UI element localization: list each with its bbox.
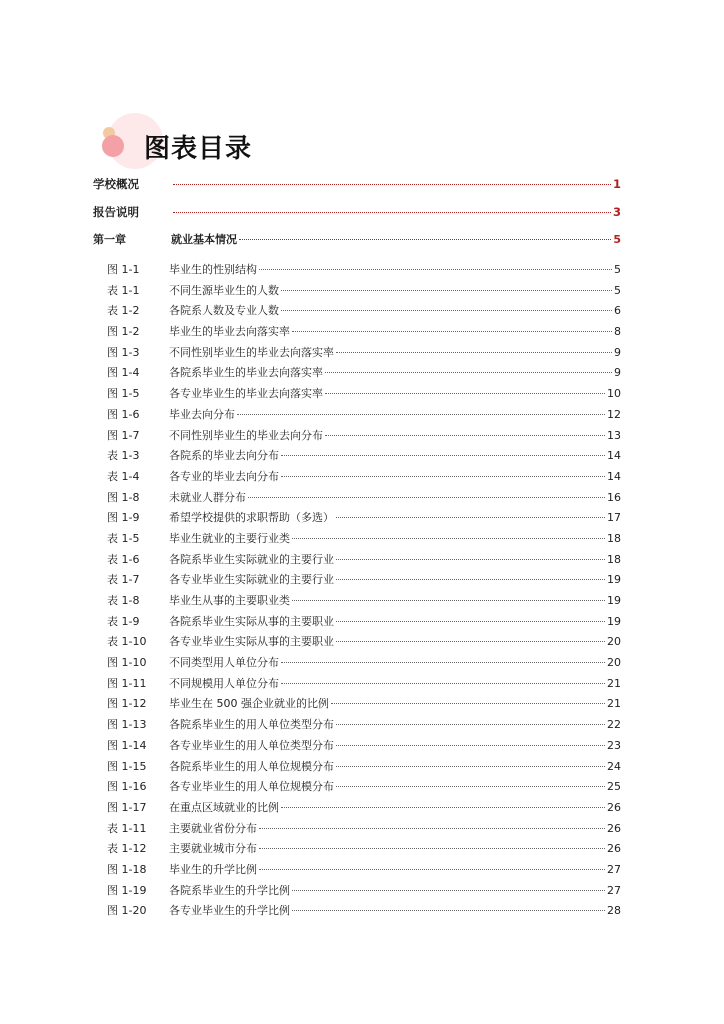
toc-entry-label: 图 1-15 bbox=[107, 759, 147, 773]
toc-entry[interactable] bbox=[93, 427, 621, 448]
toc-entry[interactable] bbox=[93, 613, 621, 634]
page-title: 图表目录 bbox=[144, 134, 253, 164]
toc-entry[interactable] bbox=[93, 323, 621, 344]
toc-entry-page: 23 bbox=[607, 738, 621, 752]
toc-entry-text: 各院系毕业生实际就业的主要行业 bbox=[169, 552, 334, 566]
toc-entry-text: 在重点区域就业的比例 bbox=[169, 800, 279, 814]
toc-entry[interactable] bbox=[93, 654, 621, 675]
toc-entry[interactable] bbox=[93, 758, 621, 779]
toc-entry-text: 各专业毕业生实际从事的主要职业 bbox=[169, 635, 334, 649]
decor-circle-pink bbox=[102, 135, 124, 157]
toc-entry-label: 报告说明 bbox=[93, 204, 139, 219]
toc-entry-page: 1 bbox=[612, 177, 621, 191]
dot-leader bbox=[237, 414, 605, 415]
toc-entry-text: 各院系人数及专业人数 bbox=[169, 304, 279, 318]
toc-entry-page: 10 bbox=[607, 387, 621, 401]
dot-leader bbox=[336, 517, 605, 518]
toc-main-entry[interactable] bbox=[93, 204, 621, 232]
toc-entry-page: 6 bbox=[614, 304, 621, 318]
toc-entry-label: 图 1-18 bbox=[107, 862, 147, 876]
toc-entry[interactable] bbox=[93, 509, 621, 530]
toc-entry-page: 5 bbox=[613, 233, 621, 246]
toc-entry[interactable] bbox=[93, 571, 621, 592]
toc-entry-text: 各院系毕业生的用人单位规模分布 bbox=[169, 759, 334, 773]
toc-entry-text: 主要就业省份分布 bbox=[169, 821, 257, 835]
dot-leader bbox=[259, 869, 605, 870]
toc-entry-text: 毕业生从事的主要职业类 bbox=[169, 594, 290, 607]
toc-entry-page: 21 bbox=[607, 697, 621, 711]
dot-leader bbox=[336, 559, 605, 560]
dot-leader bbox=[292, 538, 605, 539]
dot-leader bbox=[248, 497, 605, 498]
toc-entry-page: 20 bbox=[607, 656, 621, 670]
toc-entry-label: 图 1-14 bbox=[107, 738, 147, 752]
toc-entry-text: 各院系的毕业去向分布 bbox=[169, 449, 279, 463]
toc-entry-text: 希望学校提供的求职帮助（多选） bbox=[169, 511, 334, 525]
toc-entry-label: 图 1-4 bbox=[107, 366, 140, 380]
toc-entry-text: 各专业毕业生的升学比例 bbox=[169, 904, 290, 918]
toc-entry-label: 图 1-5 bbox=[107, 387, 140, 401]
toc-entry-page: 19 bbox=[607, 594, 621, 607]
toc-entry-page: 17 bbox=[607, 511, 621, 525]
toc-entry-label: 表 1-1 bbox=[107, 283, 140, 297]
toc-entry-label: 表 1-9 bbox=[107, 614, 140, 628]
toc-entry-label: 图 1-1 bbox=[107, 263, 140, 276]
toc-entry-page: 9 bbox=[614, 366, 621, 380]
toc-entry-page: 26 bbox=[607, 842, 621, 856]
toc-entry-page: 12 bbox=[607, 407, 621, 421]
toc-entry-text: 毕业生在 500 强企业就业的比例 bbox=[169, 697, 329, 711]
toc-entry-label: 图 1-13 bbox=[107, 718, 147, 732]
toc-entry-text: 各院系毕业生的毕业去向落实率 bbox=[169, 366, 323, 380]
toc-entry-label: 表 1-8 bbox=[107, 594, 140, 607]
toc-sub-entries bbox=[93, 261, 621, 923]
dot-leader bbox=[173, 184, 611, 185]
toc-entry-label: 表 1-11 bbox=[107, 821, 147, 835]
toc-entry[interactable] bbox=[93, 799, 621, 820]
toc-entry[interactable] bbox=[93, 261, 621, 282]
toc-entry-label: 表 1-12 bbox=[107, 842, 147, 856]
toc-entry[interactable] bbox=[93, 861, 621, 882]
toc-entry-page: 18 bbox=[607, 552, 621, 566]
toc-entry-page: 27 bbox=[607, 883, 621, 897]
toc-entry-text: 各院系毕业生的用人单位类型分布 bbox=[169, 718, 334, 732]
toc-entry-page: 21 bbox=[607, 676, 621, 690]
toc-entry-page: 3 bbox=[612, 204, 621, 219]
dot-leader bbox=[336, 641, 605, 642]
toc-entry-label: 图 1-12 bbox=[107, 697, 147, 711]
toc-entry[interactable] bbox=[93, 468, 621, 489]
dot-leader bbox=[331, 703, 605, 704]
toc-entry-page: 16 bbox=[607, 490, 621, 504]
toc-entry[interactable] bbox=[93, 902, 621, 923]
toc-entry-page: 25 bbox=[607, 780, 621, 794]
toc-entry-label: 表 1-2 bbox=[107, 304, 140, 318]
toc-entry-page: 24 bbox=[607, 759, 621, 773]
dot-leader bbox=[281, 476, 605, 477]
toc-chapter-entry[interactable] bbox=[93, 231, 621, 261]
toc-entry-label: 表 1-3 bbox=[107, 449, 140, 463]
toc-entry[interactable] bbox=[93, 489, 621, 510]
dot-leader bbox=[281, 807, 605, 808]
toc-entry-page: 18 bbox=[607, 531, 621, 545]
toc-entry[interactable] bbox=[93, 302, 621, 323]
toc-entry-text: 毕业生的毕业去向落实率 bbox=[169, 325, 290, 339]
toc-entry-text: 毕业去向分布 bbox=[169, 407, 235, 421]
toc-entry[interactable] bbox=[93, 778, 621, 799]
toc-entry-text: 各院系毕业生实际从事的主要职业 bbox=[169, 614, 334, 628]
toc-entry-text: 各专业毕业生的用人单位类型分布 bbox=[169, 738, 334, 752]
toc-entry-label: 图 1-2 bbox=[107, 325, 140, 339]
dot-leader bbox=[336, 786, 605, 787]
toc-entry-label: 表 1-7 bbox=[107, 573, 140, 587]
toc-entry-page: 26 bbox=[607, 800, 621, 814]
toc-entry-label: 图 1-19 bbox=[107, 883, 147, 897]
toc-entry[interactable] bbox=[93, 282, 621, 303]
toc-entry[interactable] bbox=[93, 385, 621, 406]
toc-entry[interactable] bbox=[93, 675, 621, 696]
toc-entry-page: 14 bbox=[607, 449, 621, 463]
toc-entry-page: 13 bbox=[607, 428, 621, 442]
toc-entry-page: 19 bbox=[607, 614, 621, 628]
toc-entry-label: 学校概况 bbox=[93, 177, 139, 191]
toc-entry[interactable] bbox=[93, 716, 621, 737]
dot-leader bbox=[281, 310, 612, 311]
toc-entry-page: 22 bbox=[607, 718, 621, 732]
dot-leader bbox=[259, 848, 605, 849]
dot-leader bbox=[336, 724, 605, 725]
toc-entry[interactable] bbox=[93, 344, 621, 365]
toc-entry-text: 各专业毕业生实际就业的主要行业 bbox=[169, 573, 334, 587]
toc-entry[interactable] bbox=[93, 364, 621, 385]
dot-leader bbox=[259, 828, 605, 829]
dot-leader bbox=[281, 662, 605, 663]
toc-entry-label: 图 1-8 bbox=[107, 490, 140, 504]
dot-leader bbox=[336, 621, 605, 622]
toc-entry[interactable] bbox=[93, 530, 621, 551]
toc-entry[interactable] bbox=[93, 840, 621, 861]
toc-entry-text: 各专业毕业生的毕业去向落实率 bbox=[169, 387, 323, 401]
toc-entry[interactable] bbox=[93, 633, 621, 654]
toc-entry-text: 毕业生就业的主要行业类 bbox=[169, 531, 290, 545]
dot-leader bbox=[336, 352, 612, 353]
toc-entry[interactable] bbox=[93, 820, 621, 841]
toc-entry-page: 26 bbox=[607, 821, 621, 835]
toc-entry-page: 19 bbox=[607, 573, 621, 587]
toc-entry-label: 图 1-17 bbox=[107, 800, 147, 814]
toc-main-entry[interactable] bbox=[93, 176, 621, 204]
toc-entry-page: 14 bbox=[607, 469, 621, 483]
dot-leader bbox=[336, 766, 605, 767]
toc-entry-label: 第一章 bbox=[93, 233, 126, 246]
dot-leader bbox=[281, 683, 605, 684]
toc-entry-text: 毕业生的性别结构 bbox=[169, 263, 257, 276]
toc-entry-label: 图 1-6 bbox=[107, 407, 140, 421]
toc-entry-text: 毕业生的升学比例 bbox=[169, 862, 257, 876]
dot-leader bbox=[259, 269, 612, 270]
dot-leader bbox=[239, 239, 611, 240]
toc-entry-page: 5 bbox=[614, 263, 621, 276]
toc-entry[interactable] bbox=[93, 737, 621, 758]
toc-entry-text: 各院系毕业生的升学比例 bbox=[169, 883, 290, 897]
toc-entry-label: 图 1-9 bbox=[107, 511, 140, 525]
dot-leader bbox=[336, 579, 605, 580]
toc-entry[interactable] bbox=[93, 695, 621, 716]
toc-entry[interactable] bbox=[93, 551, 621, 572]
dot-leader bbox=[281, 455, 605, 456]
dot-leader bbox=[292, 910, 605, 911]
toc-entry-page: 9 bbox=[614, 345, 621, 359]
toc-entry-label: 图 1-16 bbox=[107, 780, 147, 794]
toc-entry[interactable] bbox=[93, 592, 621, 613]
toc-entry-label: 图 1-3 bbox=[107, 345, 140, 359]
toc-entry-label: 图 1-10 bbox=[107, 656, 147, 670]
toc-entry-text: 各专业的毕业去向分布 bbox=[169, 469, 279, 483]
dot-leader bbox=[173, 212, 611, 213]
toc-entry-page: 5 bbox=[614, 283, 621, 297]
toc-entry-page: 28 bbox=[607, 904, 621, 918]
toc-entry-text: 主要就业城市分布 bbox=[169, 842, 257, 856]
toc-entry-label: 表 1-6 bbox=[107, 552, 140, 566]
dot-leader bbox=[292, 890, 605, 891]
toc-entry-text: 不同生源毕业生的人数 bbox=[169, 283, 279, 297]
toc-entry-text: 不同类型用人单位分布 bbox=[169, 656, 279, 670]
dot-leader bbox=[281, 290, 612, 291]
toc-entry-label: 表 1-10 bbox=[107, 635, 147, 649]
toc-entry-text: 不同性别毕业生的毕业去向分布 bbox=[169, 428, 323, 442]
dot-leader bbox=[292, 600, 605, 601]
toc-entry-text: 未就业人群分布 bbox=[169, 490, 246, 504]
toc-entry-label: 表 1-4 bbox=[107, 469, 140, 483]
toc-entry[interactable] bbox=[93, 447, 621, 468]
dot-leader bbox=[336, 745, 605, 746]
toc-entry[interactable] bbox=[93, 406, 621, 427]
dot-leader bbox=[325, 393, 605, 394]
dot-leader bbox=[292, 331, 612, 332]
toc-entry-label: 图 1-20 bbox=[107, 904, 147, 918]
toc-entry-text: 就业基本情况 bbox=[171, 233, 237, 246]
toc-entry-text: 不同性别毕业生的毕业去向落实率 bbox=[169, 345, 334, 359]
toc-entry-page: 27 bbox=[607, 862, 621, 876]
toc-entry-text: 各专业毕业生的用人单位规模分布 bbox=[169, 780, 334, 794]
toc-entry[interactable] bbox=[93, 882, 621, 903]
toc-list bbox=[93, 176, 621, 923]
toc-entry-label: 表 1-5 bbox=[107, 531, 140, 545]
dot-leader bbox=[325, 435, 605, 436]
toc-entry-page: 8 bbox=[614, 325, 621, 339]
toc-entry-page: 20 bbox=[607, 635, 621, 649]
toc-entry-label: 图 1-7 bbox=[107, 428, 140, 442]
toc-entry-label: 图 1-11 bbox=[107, 676, 147, 690]
dot-leader bbox=[325, 372, 612, 373]
toc-entry-text: 不同规模用人单位分布 bbox=[169, 676, 279, 690]
